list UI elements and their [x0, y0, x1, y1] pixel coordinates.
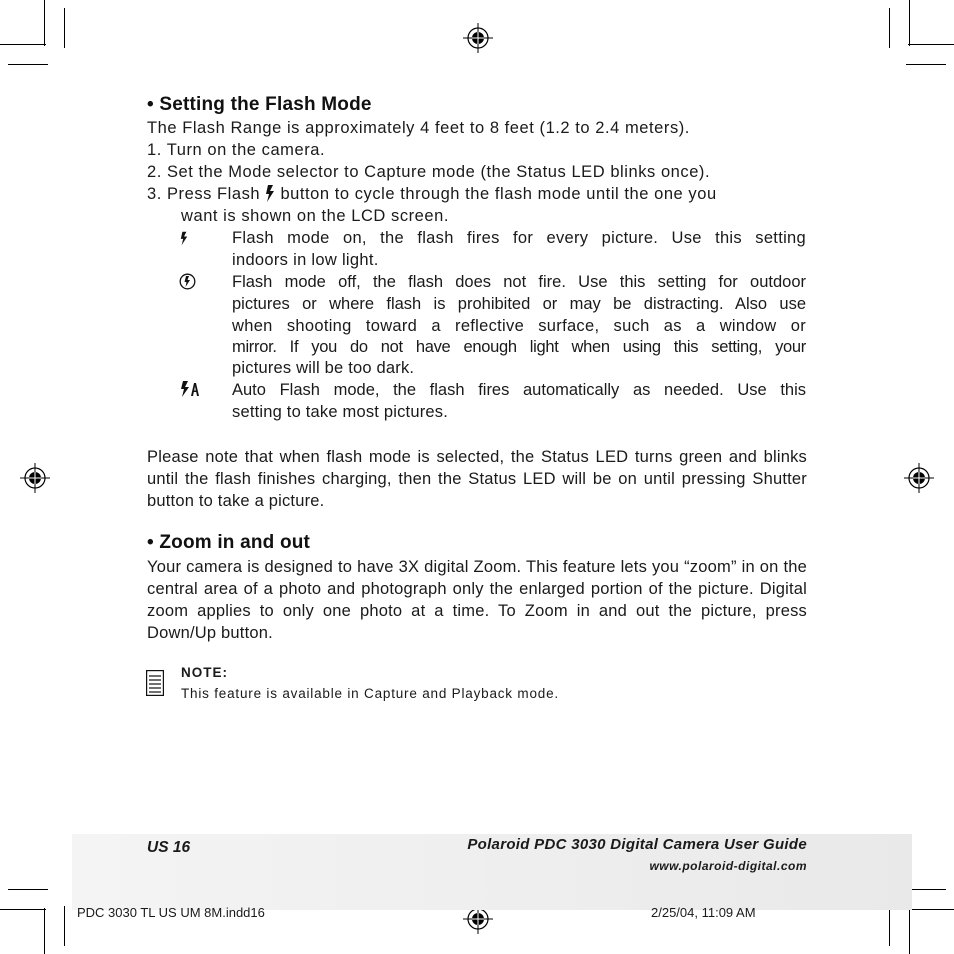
step-3-prefix: 3. Press Flash	[147, 185, 261, 203]
crop-mark	[0, 909, 46, 910]
step-3	[147, 185, 717, 204]
step-2: 2. Set the Mode selector to Capture mode (the Status LED blinks once).	[147, 163, 711, 181]
note-title: NOTE:	[181, 665, 228, 680]
step-3-suffix: button to cycle through the flash mode until the one you	[280, 185, 717, 203]
flash-off-description: when shooting toward a reflective surface, such as a window or	[232, 317, 806, 335]
crop-mark	[889, 8, 890, 48]
step-1: 1. Turn on the camera.	[147, 141, 326, 159]
crop-mark	[44, 0, 45, 46]
flash-off-description: mirror. If you do not have enough light when using this setting, your	[232, 338, 806, 356]
flash-range-text: The Flash Range is approximately 4 feet to 8 feet (1.2 to 2.4 meters).	[147, 119, 690, 137]
flash-off-description: pictures or where flash is prohibited or may be distracting. Also use	[232, 295, 806, 313]
note-text: This feature is available in Capture and Playback mode.	[181, 686, 559, 701]
auto-flash-description: Auto Flash mode, the flash fires automatically as needed. Use this	[232, 381, 806, 399]
crop-mark	[909, 0, 910, 46]
flash-on-description: indoors in low light.	[232, 251, 379, 269]
website-link[interactable]: www.polaroid-digital.com	[649, 859, 807, 873]
crop-mark	[908, 909, 954, 910]
flash-off-description: Flash mode off, the flash does not fire. Use this setting for outdoor	[232, 273, 806, 291]
crop-mark	[889, 906, 890, 946]
registration-mark-icon	[20, 463, 50, 493]
crop-mark	[8, 64, 48, 65]
crop-mark	[8, 889, 48, 890]
note-icon	[146, 670, 164, 696]
flash-led-note-paragraph: Please note that when flash mode is selected, the Status LED turns green and blinks until the flash finishes charging, then the Status LED will be on until pressing Shutter button to take a picture.	[147, 448, 807, 510]
flash-off-icon	[179, 273, 196, 290]
crop-mark	[44, 908, 45, 954]
auto-flash-description: setting to take most pictures.	[232, 403, 449, 421]
guide-title: Polaroid PDC 3030 Digital Camera User Guide	[467, 836, 807, 853]
crop-mark	[64, 906, 65, 946]
crop-mark	[908, 44, 954, 45]
crop-mark	[64, 8, 65, 48]
auto-flash-icon	[180, 381, 200, 397]
crop-mark	[906, 889, 946, 890]
flash-on-icon	[265, 185, 275, 202]
registration-mark-icon	[904, 463, 934, 493]
crop-mark	[0, 44, 46, 45]
zoom-paragraph: Your camera is designed to have 3X digital Zoom. This feature lets you “zoom” in on the central area of a photo and photograph only the enlarged portion of the picture. Digital zoom applies to only one photo at a time. To Zoom in and out the picture, press Down/Up button.	[147, 558, 807, 642]
page-label: US 16	[147, 839, 191, 856]
step-3-continued: want is shown on the LCD screen.	[181, 207, 449, 225]
slug-page: 16	[250, 905, 265, 920]
flash-on-description: Flash mode on, the flash fires for every picture. Use this setting	[232, 229, 806, 247]
crop-mark	[906, 64, 946, 65]
crop-mark	[909, 908, 910, 954]
slug-file: PDC 3030 TL US UM 8M.indd	[77, 905, 251, 920]
flash-on-icon	[180, 231, 188, 246]
flash-off-description: pictures will be too dark.	[232, 359, 415, 377]
flash-section-heading: • Setting the Flash Mode	[147, 94, 372, 115]
zoom-section-heading: • Zoom in and out	[147, 532, 311, 553]
slug-filename	[77, 905, 265, 920]
slug-date: 2/25/04, 11:09 AM	[651, 905, 756, 920]
registration-mark-icon	[463, 23, 493, 53]
